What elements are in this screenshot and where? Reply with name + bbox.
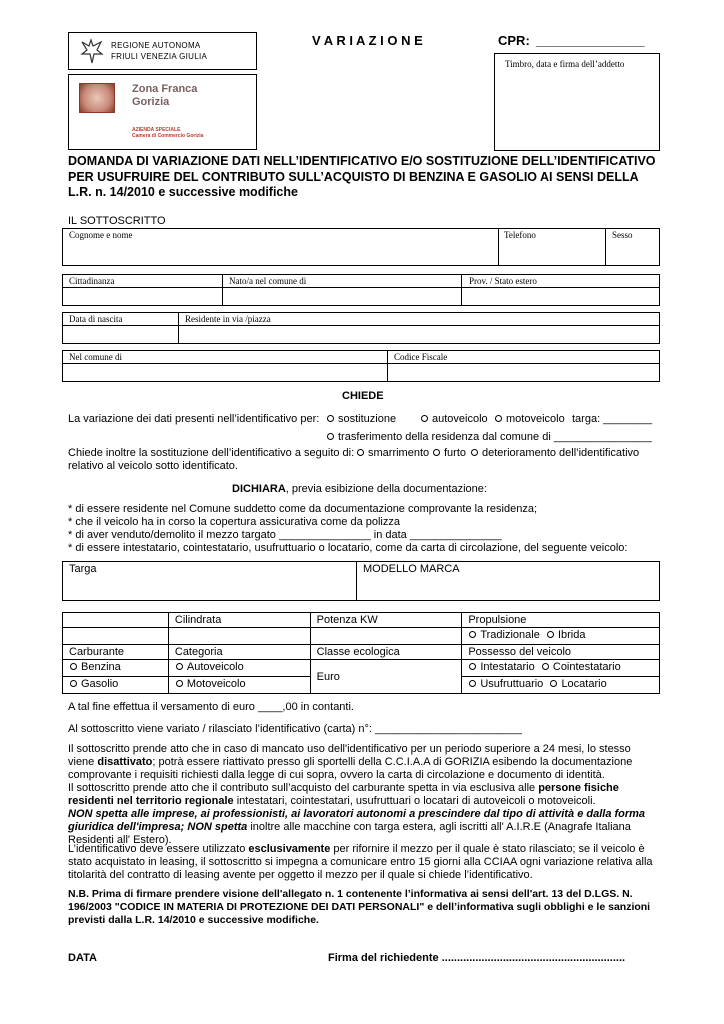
firma-line[interactable]: Firma del richiedente ............................................................ bbox=[328, 952, 626, 964]
rilasciato-line: Al sottoscritto viene variato / rilasciato l’identificativo (carta) n°: ________________________ bbox=[68, 723, 522, 735]
radio-icon[interactable] bbox=[176, 680, 183, 687]
paragraph-esclusivamente bbox=[68, 843, 658, 882]
p2-text: Il sottoscritto prende atto che il contributo sull’acquisto del carburante spetta in via esclusiva alle bbox=[68, 782, 539, 794]
targa-field[interactable] bbox=[63, 576, 357, 601]
radio-icon[interactable] bbox=[421, 415, 428, 422]
gasolio-option[interactable] bbox=[63, 677, 169, 694]
opt-sostituzione-label: sostituzione bbox=[338, 413, 397, 425]
radio-icon[interactable] bbox=[550, 680, 557, 687]
classe-label: Classe ecologica bbox=[310, 645, 462, 660]
propulsione-options bbox=[462, 628, 660, 645]
nato-field[interactable] bbox=[223, 288, 462, 306]
versamento-line: A tal fine effettua il versamento di euro ____,00 in contanti. bbox=[68, 701, 354, 713]
opt-autoveicolo-label: autoveicolo bbox=[432, 413, 488, 425]
cell-empty bbox=[63, 613, 169, 628]
region-eagle-icon bbox=[79, 38, 105, 65]
p2-bold: persone fisiche residenti nel territorio regionale bbox=[68, 782, 619, 807]
carburante-label: Carburante bbox=[63, 645, 169, 660]
residence-box bbox=[62, 312, 660, 344]
benzina-option[interactable] bbox=[63, 660, 169, 677]
comune-field[interactable] bbox=[63, 364, 388, 382]
residente-field[interactable] bbox=[179, 326, 660, 344]
opt-motoveicolo[interactable] bbox=[494, 413, 565, 425]
possesso-label: Possesso del veicolo bbox=[462, 645, 660, 660]
dichiara-line bbox=[232, 483, 487, 495]
p1-text: Il sottoscritto prende atto che in caso di mancato uso dell'identificativo per un periodo superiore a 24 mesi, lo stesso viene bbox=[68, 743, 631, 768]
name-box bbox=[62, 228, 660, 266]
opt-cointestatario[interactable]: Cointestatario bbox=[552, 661, 621, 673]
cittadinanza-label: Cittadinanza bbox=[69, 276, 115, 286]
opt-tradizionale[interactable]: Tradizionale bbox=[480, 629, 540, 641]
sesso-label: Sesso bbox=[612, 230, 633, 240]
data-label: DATA bbox=[68, 952, 97, 964]
cognome-field[interactable] bbox=[63, 241, 499, 266]
prov-label: Prov. / Stato estero bbox=[469, 276, 537, 286]
comune-label: Nel comune di bbox=[69, 352, 122, 362]
opt-motoveicolo-cat-label: Motoveicolo bbox=[186, 678, 246, 690]
radio-icon[interactable] bbox=[357, 449, 364, 456]
opt-intestatario[interactable]: Intestatario bbox=[480, 661, 535, 673]
radio-icon[interactable] bbox=[495, 415, 502, 422]
opt-trasferimento[interactable] bbox=[326, 431, 652, 443]
vehicle-details-table bbox=[62, 612, 660, 694]
opt-autoveicolo[interactable] bbox=[420, 413, 488, 425]
cognome-label: Cognome e nome bbox=[69, 230, 133, 240]
opt-autoveicolo-cat-label: Autoveicolo bbox=[186, 661, 244, 673]
zona-franca-logo-box bbox=[68, 74, 257, 150]
modello-field[interactable] bbox=[357, 576, 660, 601]
p2-text-rest: intestatari, cointestatari, usufruttuari o locatari di autoveicoli o motoveicoli. bbox=[233, 795, 596, 807]
radio-icon[interactable] bbox=[70, 680, 77, 687]
paragraph-residenti bbox=[68, 782, 658, 808]
targa-box bbox=[62, 561, 660, 601]
opt-ibrida[interactable]: Ibrida bbox=[557, 629, 586, 641]
radio-icon[interactable] bbox=[327, 433, 334, 440]
p3-bold: NON spetta alle imprese, ai professionisti, ai lavoratori autonomi a prescindere dal tipo di attività e dalla forma giuridica dell'impresa; NON spetta bbox=[68, 808, 646, 833]
chiede-heading: CHIEDE bbox=[342, 390, 384, 402]
cpr-blank[interactable]: _______________ bbox=[536, 33, 645, 48]
opt-motoveicolo-label: motoveicolo bbox=[506, 413, 565, 425]
p4-bold: esclusivamente bbox=[248, 843, 331, 855]
euro-label: Euro bbox=[316, 670, 340, 683]
dichiara-item: * di aver venduto/demolito il mezzo targato _______________ in data _______________ bbox=[68, 529, 502, 541]
opt-deterioramento-label: deterioramento dell’identificativo bbox=[482, 447, 640, 459]
cilindrata-field[interactable] bbox=[168, 628, 310, 645]
opt-sostituzione[interactable] bbox=[326, 413, 396, 425]
motoveicolo-option[interactable] bbox=[168, 677, 310, 694]
telefono-label: Telefono bbox=[504, 230, 536, 240]
radio-icon[interactable] bbox=[542, 663, 549, 670]
sottoscritto-label: IL SOTTOSCRITTO bbox=[68, 215, 166, 227]
opt-furto-label: furto bbox=[444, 447, 467, 459]
data-nascita-label: Data di nascita bbox=[69, 314, 123, 324]
comune-box bbox=[62, 350, 660, 382]
zf-subtitle-line1: AZIENDA SPECIALE bbox=[132, 127, 181, 133]
region-logo-box bbox=[68, 32, 257, 70]
region-name-line2: FRIULI VENEZIA GIULIA bbox=[111, 52, 208, 61]
opt-benzina-label: Benzina bbox=[81, 661, 121, 673]
radio-icon[interactable] bbox=[469, 631, 476, 638]
dichiara-rest: , previa esibizione della documentazione: bbox=[285, 483, 487, 495]
p4-text-rest: per rifornire il mezzo per il quale è stato rilasciato; se il veicolo è stato acquistato in leasing, il sottoscritto si impegna a comunicare entro 15 giorni alla CCIAA ogni variazione relativa alla titolarità del contratto di leasing avente per oggetto il mezzo per il quale si chiede l’identificativo. bbox=[68, 843, 653, 881]
opt-deterioramento[interactable] bbox=[470, 447, 639, 459]
radio-icon[interactable] bbox=[433, 449, 440, 456]
sesso-field[interactable] bbox=[606, 241, 660, 266]
zf-subtitle-line2: Camera di Commercio Gorizia bbox=[132, 133, 204, 139]
zf-title-line1: Zona Franca bbox=[132, 83, 198, 95]
radio-icon[interactable] bbox=[70, 663, 77, 670]
cilindrata-label: Cilindrata bbox=[168, 613, 310, 628]
propulsione-label: Propulsione bbox=[462, 613, 660, 628]
potenza-label: Potenza KW bbox=[310, 613, 462, 628]
crest-icon bbox=[79, 83, 115, 113]
potenza-field[interactable] bbox=[310, 628, 462, 645]
paragraph-non-spetta bbox=[68, 808, 658, 847]
zf-title-line2: Gorizia bbox=[132, 96, 170, 108]
stamp-caption: Timbro, data e firma dell’addetto bbox=[505, 59, 625, 69]
nb-paragraph: N.B. Prima di firmare prendere visione dell'allegato n. 1 contenente l’informativa ai sensi dell'art. 13 del D.LGS. N. 196/2003 "CODICE IN MATERIA DI PROTEZIONE DEI DATI PERSONALI" e dell’informativa sugli obblighi e le sanzioni previsti dalla L.R. 14/2010 e successive modifiche. bbox=[68, 888, 651, 926]
nato-label: Nato/a nel comune di bbox=[229, 276, 307, 286]
cpr-label: CPR: bbox=[498, 33, 530, 48]
opt-trasferimento-label: trasferimento della residenza dal comune di ________________ bbox=[338, 431, 652, 443]
cell-empty bbox=[63, 628, 169, 645]
opt-furto[interactable] bbox=[432, 447, 466, 459]
dichiara-item: * che il veicolo ha in corso la copertura assicurativa come da polizza bbox=[68, 516, 400, 528]
categoria-label: Categoria bbox=[168, 645, 310, 660]
opt-gasolio-label: Gasolio bbox=[81, 678, 119, 690]
variazione-text: La variazione dei dati presenti nell’identificativo per: bbox=[68, 413, 320, 425]
residente-label: Residente in via /piazza bbox=[185, 314, 271, 324]
paragraph-disattivato bbox=[68, 743, 658, 782]
radio-icon[interactable] bbox=[469, 680, 476, 687]
dichiara-item: * di essere residente nel Comune suddetto come da documentazione comprovante la residenza; bbox=[68, 503, 537, 515]
p1-bold: disattivato bbox=[97, 756, 153, 768]
targa-blank[interactable]: targa: ________ bbox=[572, 413, 653, 425]
opt-smarrimento[interactable] bbox=[356, 447, 429, 459]
data-nascita-field[interactable] bbox=[63, 326, 179, 344]
opt-usufruttuario[interactable]: Usufruttuario bbox=[480, 678, 544, 690]
codice-fiscale-label: Codice Fiscale bbox=[394, 352, 448, 362]
cittadinanza-field[interactable] bbox=[63, 288, 223, 306]
dichiara-item: * di essere intestatario, cointestatario, usufruttuario o locatario, come da carta di circolazione, del seguente veicolo: bbox=[68, 542, 628, 554]
possesso-row1 bbox=[462, 660, 660, 677]
opt-smarrimento-label: smarrimento bbox=[368, 447, 430, 459]
telefono-field[interactable] bbox=[499, 241, 606, 266]
euro-cell[interactable] bbox=[310, 660, 462, 694]
modello-label: MODELLO MARCA bbox=[363, 563, 460, 575]
autoveicolo-option[interactable] bbox=[168, 660, 310, 677]
opt-locatario[interactable]: Locatario bbox=[561, 678, 607, 690]
radio-icon[interactable] bbox=[176, 663, 183, 670]
p3-text: inoltre alle macchine con targa estera, agli iscritti all' A.I.R.E (Anagrafe Italiana Residenti all' Estero). bbox=[68, 821, 631, 846]
prov-field[interactable] bbox=[462, 288, 660, 306]
variazione-line bbox=[68, 413, 319, 425]
targa-label: Targa bbox=[69, 563, 97, 575]
p4-text: L’identificativo deve essere utilizzato bbox=[68, 843, 249, 855]
sostituzione-cont: relativo al veicolo sotto identificato. bbox=[68, 460, 238, 472]
region-name-line1: REGIONE AUTONOMA bbox=[111, 41, 201, 50]
radio-icon[interactable] bbox=[469, 663, 476, 670]
radio-icon[interactable] bbox=[547, 631, 554, 638]
form-title: DOMANDA DI VARIAZIONE DATI NELL’IDENTIFICATIVO E/O SOSTITUZIONE DELL’IDENTIFICATIVO PER USUFRUIRE DEL CONTRIBUTO SULL’ACQUISTO DI BENZINA E GASOLIO AI SENSI DELLA L.R. n. 14/2010 e successive modifiche bbox=[68, 154, 656, 199]
radio-icon[interactable] bbox=[327, 415, 334, 422]
dichiara-heading: DICHIARA bbox=[232, 483, 286, 495]
sostituzione-text: Chiede inoltre la sostituzione dell’identificativo a seguito di: bbox=[68, 447, 355, 459]
codice-fiscale-field[interactable] bbox=[388, 364, 660, 382]
radio-icon[interactable] bbox=[471, 449, 478, 456]
p1-text-rest: ; potrà essere riattivato presso gli sportelli della C.C.I.A.A di GORIZIA esibendo la documentazione comprovante i requisiti richiesti dalla legge di cui sopra, ovvero la carta di circolazione e documento di identità. bbox=[68, 756, 633, 781]
possesso-row2 bbox=[462, 677, 660, 694]
stamp-box bbox=[494, 53, 660, 151]
doc-heading: V A R I A Z I O N E bbox=[312, 33, 423, 48]
birth-box bbox=[62, 274, 660, 306]
